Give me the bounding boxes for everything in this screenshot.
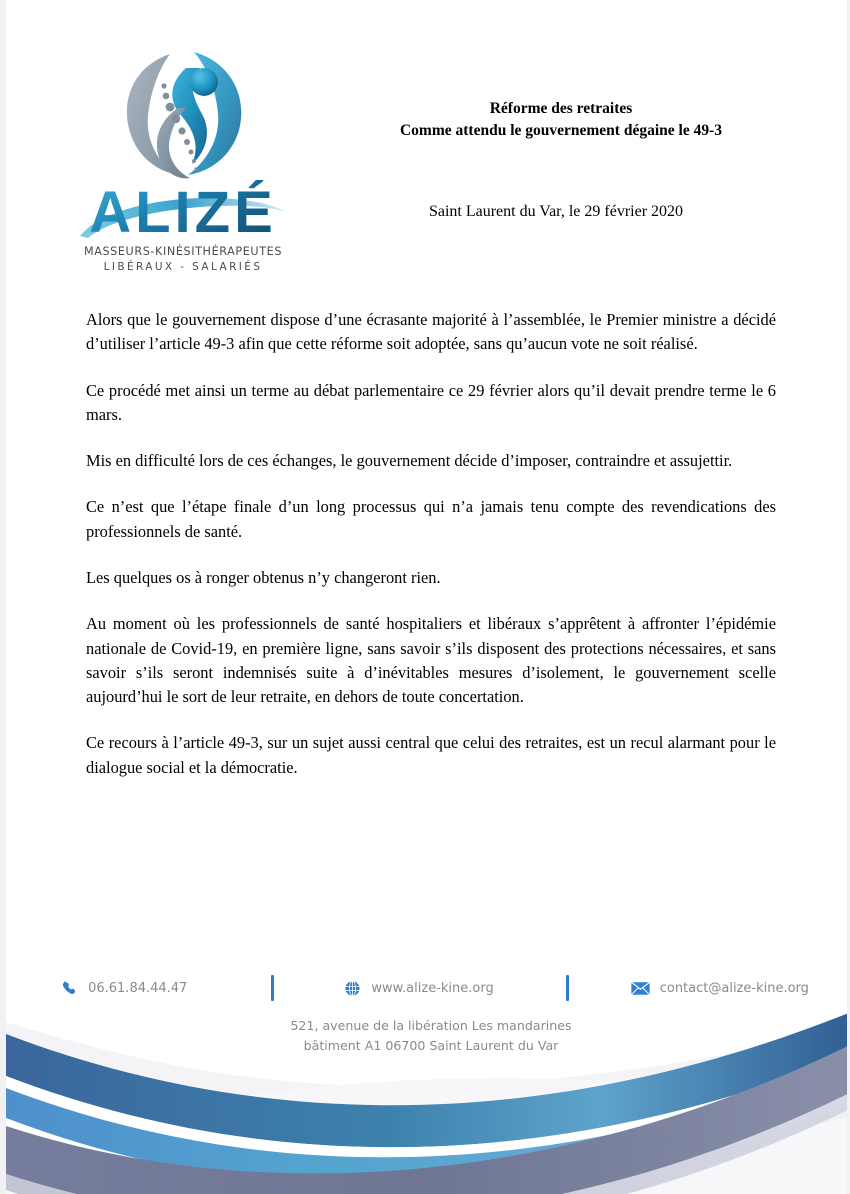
dateline: Saint Laurent du Var, le 29 février 2020 xyxy=(428,203,684,220)
company-logo xyxy=(68,42,298,273)
title-line-2: Comme attendu le gouvernement dégaine le 49-3 xyxy=(399,122,722,140)
email-address: contact@alize-kine.org xyxy=(659,980,809,996)
address-line-1: 521, avenue de la libération Les mandarines xyxy=(290,1018,572,1033)
logo-tagline-secondary: LIBÉRAUX - SALARIÉS xyxy=(103,261,263,273)
letter-title xyxy=(336,98,786,143)
body-paragraph: Alors que le gouvernement dispose d’une écrasante majorité à l’assemblée, le Premier ministre a décidé d’utiliser l’article 49-3 afin que cette réforme soit adoptée, sans qu’aucun vote ne soit réalisé. xyxy=(86,310,776,354)
body-paragraph: Ce recours à l’article 49-3, sur un sujet aussi central que celui des retraites, est un recul alarmant pour le dialogue social et la démocratie. xyxy=(86,733,776,777)
letter-header xyxy=(6,0,847,280)
body-paragraph: Ce n’est que l’étape finale d’un long processus qui n’a jamais tenu compte des revendications des professionnels de santé. xyxy=(86,497,776,541)
phone-number: 06.61.84.44.47 xyxy=(88,980,188,996)
kinesitherapy-figure-icon xyxy=(108,42,258,182)
letter-body xyxy=(86,308,776,802)
address-line-2: bâtiment A1 06700 Saint Laurent du Var xyxy=(303,1037,559,1053)
body-paragraph: Ce procédé met ainsi un terme au débat parlementaire ce 29 février alors qu’il devait prendre terme le 6 mars. xyxy=(86,380,776,424)
decorative-wave-graphic xyxy=(6,994,850,1194)
website-url: www.alize-kine.org xyxy=(371,980,494,996)
body-paragraph: Mis en difficulté lors de ces échanges, le gouvernement décide d’imposer, contraindre et assujettir. xyxy=(86,451,733,471)
body-paragraph: Au moment où les professionnels de santé hospitaliers et libéraux s’apprêtent à affronter l’épidémie nationale de Covid-19, en première ligne, sans savoir s’ils disposent des protections nécessaires, et sans savoir s’ils seront indemnisés suite à d’inévitables mesures d’isolement, le gouvernement scelle aujourd’hui le sort de leur retraite, en dehors de toute concertation. xyxy=(86,614,776,707)
title-line-1: Réforme des retraites xyxy=(489,100,633,117)
logo-wordmark xyxy=(74,178,292,244)
svg-text:ALIZÉ: ALIZÉ xyxy=(89,180,277,244)
body-paragraph: Les quelques os à ronger obtenus n’y changeront rien. xyxy=(86,567,441,587)
logo-tagline-primary: MASSEURS-KINÉSITHÉRAPEUTES xyxy=(83,245,283,258)
